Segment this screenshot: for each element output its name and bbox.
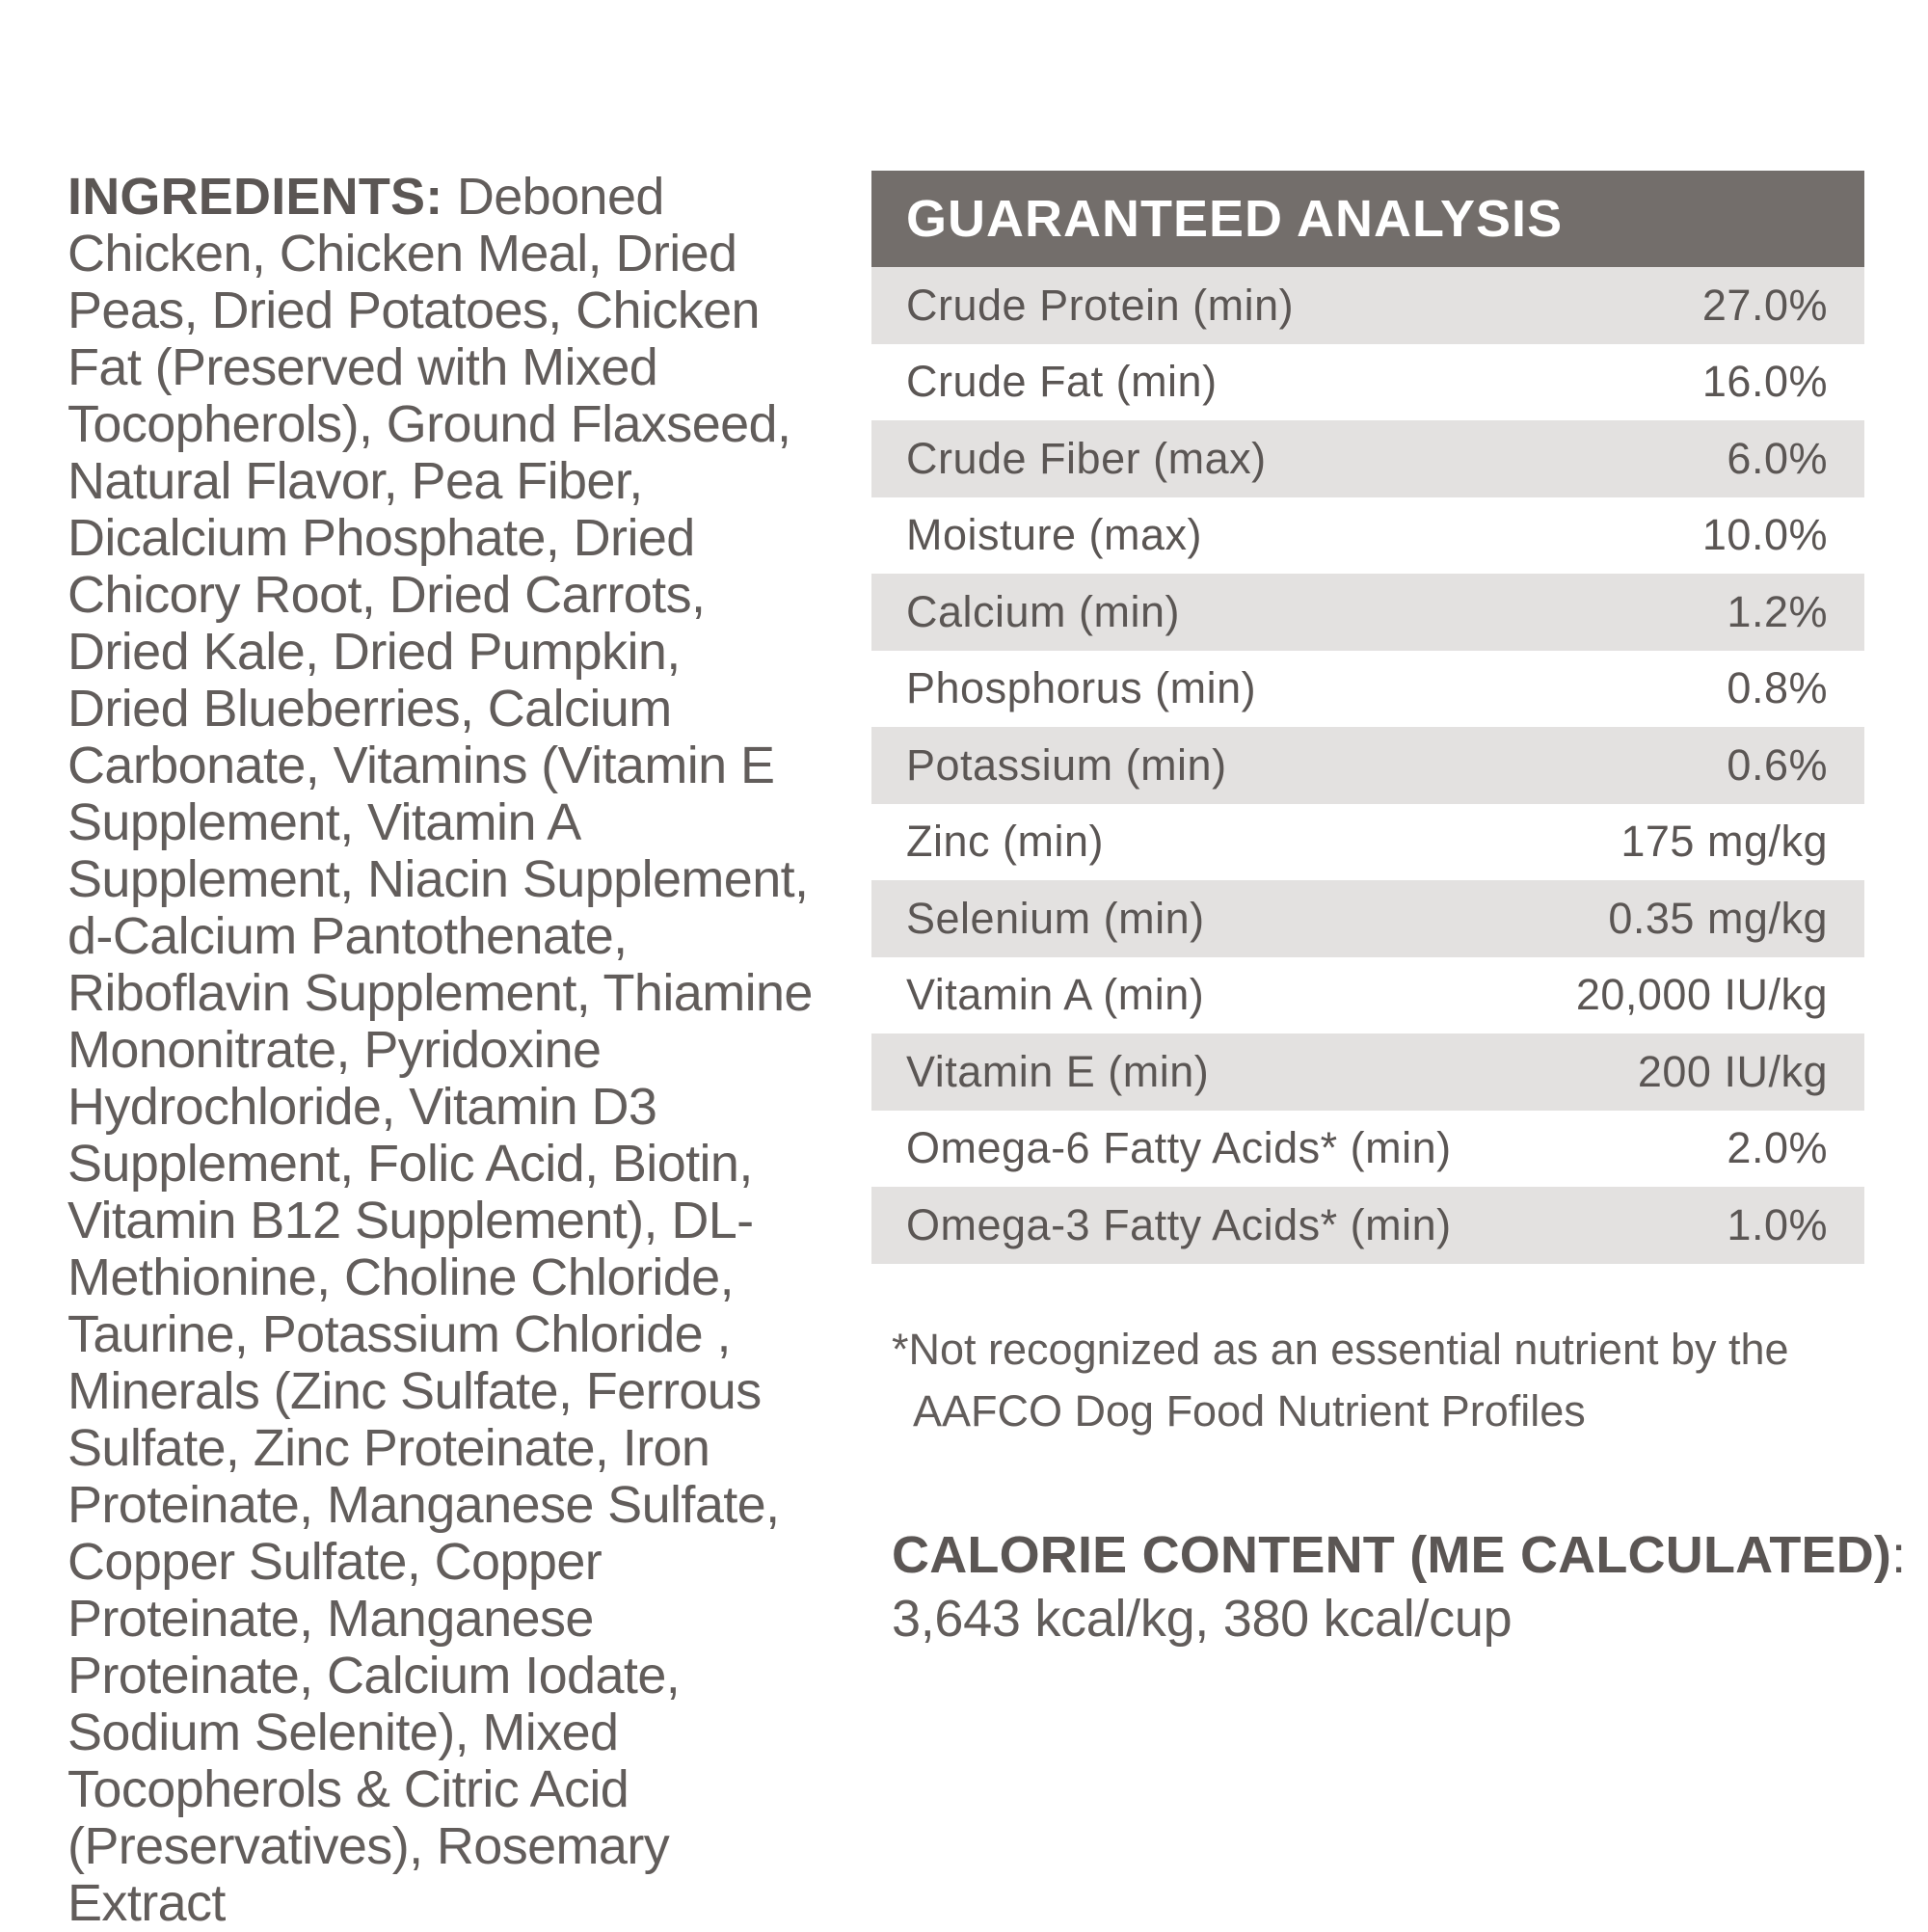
footnote bbox=[892, 1319, 1856, 1442]
analysis-row bbox=[871, 420, 1864, 497]
nutrient-name: Vitamin A (min) bbox=[906, 970, 1205, 1020]
nutrient-value: 20,000 IU/kg bbox=[1575, 970, 1828, 1020]
nutrient-value: 0.6% bbox=[1727, 739, 1828, 790]
nutrient-value: 1.2% bbox=[1727, 586, 1828, 636]
nutrient-value: 0.35 mg/kg bbox=[1608, 893, 1828, 943]
nutrient-name: Omega-6 Fatty Acids* (min) bbox=[906, 1123, 1452, 1173]
ingredients-text: Deboned Chicken, Chicken Meal, Dried Peas, Dried Potatoes, Chicken Fat (Preserved with Mixed Tocopherols), Ground Flaxseed, Natural Flavor, Pea Fiber, Dicalcium Phosphate, Dried Chicory Root, Dried Carrots, Dried Kale, Dried Pumpkin, Dried Blueberries, Calcium Carbonate, Vitamins (Vitamin E Supplement, Vitamin A Supplement, Niacin Supplement, d-Calcium Pantothenate, Riboflavin Supplement, Thiamine Mononitrate, Pyridoxine Hydrochloride, Vitamin D3 Supplement, Folic Acid, Biotin, Vitamin B12 Supplement), DL-Methionine, Choline Chloride, Taurine, Potassium Chloride , Minerals (Zinc Sulfate, Ferrous Sulfate, Zinc Proteinate, Iron Proteinate, Manganese Sulfate, Copper Sulfate, Copper Proteinate, Manganese Proteinate, Calcium Iodate, Sodium Selenite), Mixed Tocopherols & Citric Acid (Preservatives), Rosemary Extract bbox=[67, 168, 813, 1932]
analysis-row bbox=[871, 497, 1864, 575]
nutrient-name: Crude Protein (min) bbox=[906, 280, 1295, 330]
nutrient-value: 2.0% bbox=[1727, 1123, 1828, 1173]
nutrient-name: Selenium (min) bbox=[906, 893, 1205, 943]
nutrient-value: 175 mg/kg bbox=[1620, 817, 1828, 867]
ingredients-label: INGREDIENTS: bbox=[67, 168, 443, 226]
nutrient-value: 16.0% bbox=[1701, 357, 1828, 407]
guaranteed-analysis-panel bbox=[871, 171, 1864, 1264]
analysis-row bbox=[871, 1111, 1864, 1188]
nutrient-name: Crude Fiber (max) bbox=[906, 433, 1267, 483]
footnote-line-2: AAFCO Dog Food Nutrient Profiles bbox=[913, 1386, 1586, 1436]
nutrient-name: Potassium (min) bbox=[906, 739, 1227, 790]
calorie-content-value: 3,643 kcal/kg, 380 kcal/cup bbox=[892, 1590, 1513, 1648]
nutrient-value: 200 IU/kg bbox=[1637, 1046, 1828, 1096]
calorie-content-title bbox=[892, 1523, 1914, 1587]
analysis-row bbox=[871, 804, 1864, 881]
nutrient-value: 10.0% bbox=[1701, 510, 1828, 560]
nutrient-value: 0.8% bbox=[1727, 663, 1828, 713]
nutrient-name: Zinc (min) bbox=[906, 817, 1104, 867]
analysis-row bbox=[871, 651, 1864, 728]
calorie-content-colon: : bbox=[1891, 1526, 1907, 1584]
nutrient-value: 6.0% bbox=[1727, 433, 1828, 483]
nutrient-name: Moisture (max) bbox=[906, 510, 1203, 560]
nutrient-name: Omega-3 Fatty Acids* (min) bbox=[906, 1199, 1452, 1249]
nutrient-name: Vitamin E (min) bbox=[906, 1046, 1210, 1096]
analysis-row bbox=[871, 1033, 1864, 1111]
analysis-row bbox=[871, 727, 1864, 804]
calorie-content-heading: CALORIE CONTENT (ME CALCULATED) bbox=[892, 1526, 1892, 1584]
footnote-line-1: *Not recognized as an essential nutrient by the bbox=[892, 1325, 1789, 1374]
analysis-row bbox=[871, 957, 1864, 1034]
nutrient-name: Calcium (min) bbox=[906, 586, 1181, 636]
guaranteed-analysis-table bbox=[871, 267, 1864, 1264]
calorie-content bbox=[892, 1523, 1914, 1650]
analysis-row bbox=[871, 267, 1864, 344]
nutrient-value: 1.0% bbox=[1727, 1199, 1828, 1249]
analysis-row bbox=[871, 1187, 1864, 1264]
ingredients-block bbox=[67, 169, 815, 1932]
nutrient-name: Phosphorus (min) bbox=[906, 663, 1257, 713]
analysis-row bbox=[871, 574, 1864, 651]
nutrient-value: 27.0% bbox=[1701, 280, 1828, 330]
analysis-row bbox=[871, 880, 1864, 957]
guaranteed-analysis-title: GUARANTEED ANALYSIS bbox=[871, 171, 1864, 267]
nutrient-name: Crude Fat (min) bbox=[906, 357, 1218, 407]
analysis-row bbox=[871, 344, 1864, 421]
